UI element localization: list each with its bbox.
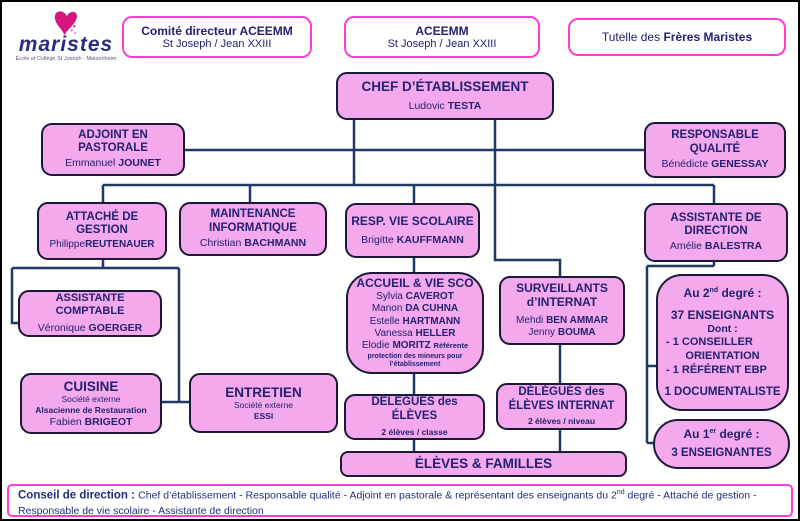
adjoint-name (65, 157, 161, 170)
chef-name (409, 100, 482, 113)
adjoint-first-name: Emmanuel (65, 157, 116, 170)
entretien-sub2: ESSI (253, 410, 274, 421)
chef-etablissement-box (336, 72, 554, 120)
accueil-staff-5-last: MORITZ (392, 339, 431, 351)
cuisine-sub2: Alsacienne de Restauration (35, 404, 147, 415)
accueil-title: ACCUEIL & VIE SCO (356, 276, 474, 291)
deg2-line3: - 1 CONSEILLER (666, 336, 753, 349)
deg2-line1: 37 ENSEIGNANTS (670, 308, 775, 323)
assist-direction-name (670, 240, 762, 253)
deg1-title-post: degré : (716, 427, 760, 442)
comptable-name (38, 322, 142, 335)
tutelle-prefix: Tutelle des (601, 30, 664, 44)
entretien-sub1: Société externe (233, 400, 294, 411)
deg1-line1: 3 ENSEIGNANTES (671, 447, 772, 460)
vie-scolaire-last-name: KAUFFMANN (396, 233, 464, 246)
vie-scolaire-name (361, 234, 464, 247)
tutelle-bold: Frères Maristes (663, 30, 753, 44)
aceemm-line1: ACEEMM (415, 24, 469, 38)
accueil-staff-4 (375, 328, 456, 340)
footer-label: Conseil de direction (18, 489, 128, 502)
qualite-first-name: Bénédicte (661, 157, 709, 170)
eleves-familles-box (340, 451, 627, 477)
conseil-direction-bar (7, 484, 793, 517)
responsable-qualite-box (644, 122, 786, 178)
chef-title: CHEF D’ÉTABLISSEMENT (361, 79, 529, 95)
deg2-title (684, 286, 762, 301)
deg2-box (656, 274, 789, 411)
deg2-title-post: degré : (718, 286, 762, 301)
comptable-first-name: Véronique (37, 322, 86, 335)
accueil-staff-1-last: CAVEROT (405, 291, 454, 303)
deg2-title-pre: Au 2 (683, 286, 710, 301)
gestion-last-name: REUTENAUER (85, 239, 155, 251)
chef-first-name: Ludovic (408, 99, 445, 112)
comptable-last-name: GOERGER (88, 322, 143, 335)
assist-direction-title: ASSISTANTE DE DIRECTION (670, 211, 762, 238)
tutelle-box (568, 18, 786, 56)
maristes-logo-text: maristes (18, 33, 114, 56)
surveillants-internat-box (499, 276, 625, 345)
logo-caption: École et Collège St Joseph - Matzenheim (15, 56, 117, 62)
cuisine-last-name: BRIGEOT (84, 415, 133, 428)
accueil-staff-4-last: HELLER (415, 327, 456, 339)
assist-direction-first-name: Amélie (669, 240, 702, 253)
accueil-note: protection des mineurs pour l’établissement (367, 353, 463, 368)
gestion-name (49, 239, 154, 251)
cuisine-sub1: Société externe (61, 394, 121, 405)
accueil-staff-2-first: Manon (371, 303, 403, 315)
deleg-eleves-title: DÉLÉGUÉS des ÉLÈVES (371, 396, 458, 422)
delegues-internat-box (496, 383, 627, 430)
assist-direction-last-name: BALESTRA (704, 240, 763, 253)
chef-last-name: TESTA (447, 99, 482, 112)
deg2-line2: Dont : (707, 323, 738, 336)
accueil-staff-4-first: Vanessa (374, 327, 413, 339)
aceemm-line2: St Joseph / Jean XXIII (387, 38, 497, 50)
internat-staff-2 (528, 327, 595, 339)
deg2-line6: 1 DOCUMENTALISTE (664, 385, 781, 398)
gestion-title: ATTACHÉ DE GESTION (65, 210, 139, 236)
deleg-internat-title-line2: ÉLÈVES INTERNAT (508, 399, 615, 412)
entretien-title: ENTRETIEN (225, 384, 302, 400)
cuisine-box (20, 373, 162, 434)
comptable-title: ASSISTANTE COMPTABLE (55, 292, 125, 317)
internat-staff-1-last: BEN AMMAR (546, 314, 608, 326)
aceemm-box (344, 16, 540, 58)
maintenance-informatique-box (179, 202, 327, 256)
gestion-first-name: Philippe (49, 239, 86, 251)
comite-directeur-box (122, 16, 312, 58)
accueil-staff-3-last: HARTMANN (402, 315, 461, 327)
informatique-title: MAINTENANCE INFORMATIQUE (209, 208, 297, 234)
accueil-role-tag: Référente (433, 340, 469, 350)
deg2-line5: - 1 RÉFÉRENT EBP (666, 363, 767, 376)
qualite-last-name: GENESSAY (711, 157, 769, 170)
attache-gestion-box (37, 202, 167, 260)
accueil-staff-3 (370, 316, 461, 328)
accueil-staff-5 (362, 340, 468, 352)
deg1-title (684, 427, 760, 442)
assistante-comptable-box (18, 290, 162, 337)
internat-title-line2: d’INTERNAT (526, 294, 598, 309)
informatique-name (200, 237, 306, 250)
qualite-name (661, 158, 768, 171)
footer-part2: degré - Attaché de gestion - Responsable de vie scolaire - Assistante de direction (18, 489, 757, 518)
cuisine-name (50, 416, 133, 429)
accueil-staff-3-first: Estelle (369, 315, 400, 327)
vie-scolaire-title: RESP. VIE SCOLAIRE (351, 213, 474, 228)
internat-title-line1: SURVEILLANTS (516, 281, 608, 296)
internat-staff-2-first: Jenny (528, 326, 556, 338)
accueil-staff-2 (372, 303, 458, 315)
comite-line1: Comité directeur ACEEMM (141, 24, 293, 38)
internat-staff-2-last: BOUMA (557, 326, 596, 338)
footer-part1: Chef d’établissement - Responsable qualité - Adjoint en pastorale & représentant des enseignants du 2 (138, 489, 617, 502)
accueil-staff-2-last: DA CUHNA (405, 303, 459, 315)
comite-line2: St Joseph / Jean XXIII (162, 38, 272, 50)
eleves-familles-title: ÉLÈVES & FAMILLES (414, 456, 553, 472)
resp-vie-scolaire-box (345, 203, 480, 258)
accueil-vie-sco-box (346, 272, 484, 374)
delegues-eleves-box (344, 394, 485, 440)
cuisine-first-name: Fabien (49, 415, 82, 428)
informatique-last-name: BACHMANN (244, 236, 307, 249)
accueil-staff-1 (376, 291, 454, 303)
cuisine-title: CUISINE (63, 378, 119, 394)
footer-sup: nd (616, 489, 625, 496)
accueil-staff-1-first: Sylvia (376, 291, 403, 303)
deg2-line4: ORIENTATION (685, 350, 760, 362)
vie-scolaire-first-name: Brigitte (361, 233, 394, 246)
adjoint-pastorale-box (41, 123, 185, 176)
entretien-box (189, 373, 338, 433)
maristes-logo (14, 8, 118, 70)
accueil-staff-5-first: Elodie (361, 339, 390, 351)
deleg-internat-title-line1: DÉLÉGUÉS des (518, 386, 605, 399)
adjoint-last-name: JOUNET (118, 157, 161, 170)
informatique-first-name: Christian (199, 236, 242, 249)
qualite-title: RESPONSABLE QUALITÉ (671, 129, 759, 155)
deg1-box (653, 419, 790, 469)
internat-staff-1-first: Mehdi (516, 314, 544, 326)
deleg-eleves-sub: 2 élèves / classe (381, 426, 448, 437)
internat-staff-1 (516, 315, 608, 327)
tutelle-text (602, 30, 752, 44)
deg2-title-sup: nd (709, 287, 719, 295)
assistante-direction-box (644, 203, 788, 262)
deg1-title-pre: Au 1 (683, 427, 710, 442)
deg1-title-sup: er (709, 428, 717, 436)
deleg-internat-sub: 2 élèves / niveau (527, 415, 596, 426)
adjoint-title: ADJOINT EN PASTORALE (78, 128, 148, 155)
footer-sep: : (127, 489, 139, 502)
